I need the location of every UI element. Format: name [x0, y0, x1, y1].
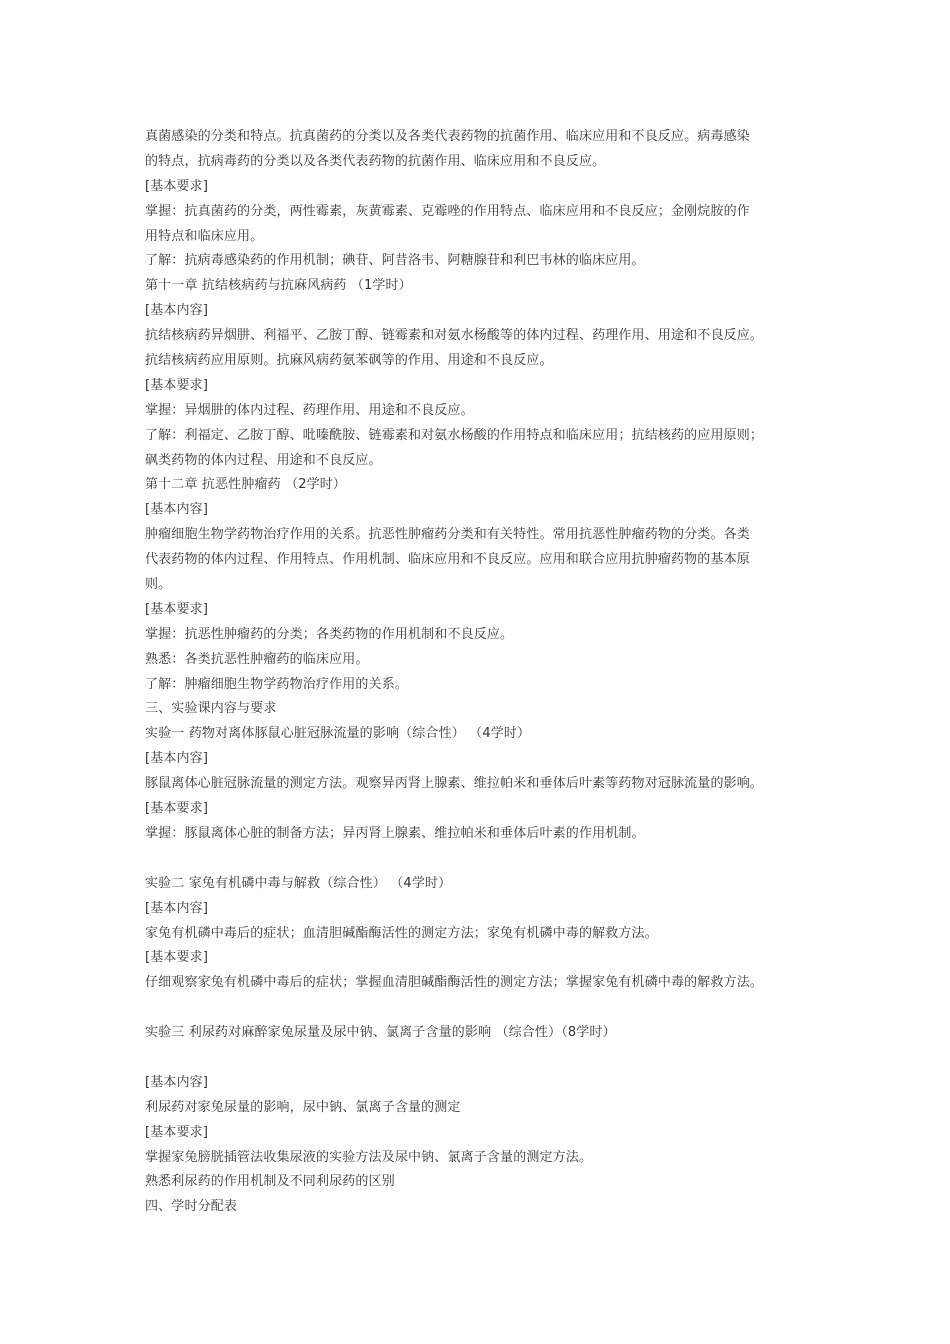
text-line: [基本要求] [145, 178, 209, 194]
text-line: 真菌感染的分类和特点。抗真菌药的分类以及各类代表药物的抗菌作用、临床应用和不良反应。病毒感染 [145, 129, 750, 144]
text-line: 掌握：豚鼠离体心脏的制备方法；异丙肾上腺素、维拉帕米和垂体后叶素的作用机制。 [145, 825, 645, 841]
text-line: 了解：抗病毒感染药的作用机制；碘苷、阿昔洛韦、阿糖腺苷和利巴韦林的临床应用。 [145, 253, 645, 269]
blank-line [145, 1046, 845, 1071]
text-line: 第十一章 抗结核病药与抗麻风病药 （1学时） [145, 278, 412, 294]
text-line: 的特点，抗病毒药的分类以及各类代表药物的抗菌作用、临床应用和不良反应。 [145, 153, 606, 169]
text-line: 实验三 利尿药对麻醉家兔尿量及尿中钠、氯离子含量的影响 （综合性）（8学时） [145, 1025, 616, 1041]
text-line: 家兔有机磷中毒后的症状；血清胆碱酯酶活性的测定方法；家兔有机磷中毒的解救方法。 [145, 925, 658, 941]
text-line: 了解：肿瘤细胞生物学药物治疗作用的关系。 [145, 676, 409, 692]
text-line: [基本内容] [145, 303, 209, 319]
text-line: [基本内容] [145, 502, 209, 518]
text-line: 肿瘤细胞生物学药物治疗作用的关系。抗恶性肿瘤药分类和有关特性。常用抗恶性肿瘤药物的分类。各类 [145, 527, 750, 543]
text-line: 抗结核病药应用原则。抗麻风病药氨苯砜等的作用、用途和不良反应。 [145, 353, 553, 369]
text-line: 仔细观察家兔有机磷中毒后的症状；掌握血清胆碱酯酶活性的测定方法；掌握家兔有机磷中毒的解救方法。 [145, 975, 764, 991]
text-line: [基本要求] [145, 950, 209, 966]
text-line: 利尿药对家兔尿量的影响，尿中钠、氯离子含量的测定 [145, 1099, 461, 1115]
text-line: 掌握：异烟肼的体内过程、药理作用、用途和不良反应。 [145, 402, 474, 418]
text-line: 用特点和临床应用。 [145, 228, 264, 244]
text-line: 实验一 药物对离体豚鼠心脏冠脉流量的影响（综合性） （4学时） [145, 726, 531, 742]
text-line: [基本要求] [145, 377, 209, 393]
text-line: [基本要求] [145, 1124, 209, 1140]
text-line: 掌握：抗真菌药的分类，两性霉素，灰黄霉素、克霉唑的作用特点、临床应用和不良反应；金刚烷胺的作 [145, 203, 750, 219]
text-line: 了解：利福定、乙胺丁醇、吡嗪酰胺、链霉素和对氨水杨酸的作用特点和临床应用；抗结核药的应用原则； [145, 427, 764, 443]
text-line: [基本内容] [145, 751, 209, 767]
blank-line [145, 847, 845, 872]
text-line: 抗结核病药异烟肼、利福平、乙胺丁醇、链霉素和对氨水杨酸等的体内过程、药理作用、用途和不良反应。 [145, 328, 764, 344]
text-line: [基本要求] [145, 601, 209, 617]
text-line: 熟悉利尿药的作用机制及不同利尿药的区别 [145, 1174, 395, 1190]
text-line: 掌握家兔膀胱插管法收集尿液的实验方法及尿中钠、氯离子含量的测定方法。 [145, 1149, 593, 1165]
text-line: 豚鼠离体心脏冠脉流量的测定方法。观察异丙肾上腺素、维拉帕米和垂体后叶素等药物对冠脉流量的影响。 [145, 776, 764, 792]
text-line: 则。 [145, 577, 172, 593]
text-line: 砜类药物的体内过程、用途和不良反应。 [145, 452, 382, 468]
text-line: [基本要求] [145, 801, 209, 817]
text-line: 代表药物的体内过程、作用特点、作用机制、临床应用和不良反应。应用和联合应用抗肿瘤药物的基本原 [145, 552, 750, 568]
text-line: 实验二 家兔有机磷中毒与解救（综合性） （4学时） [145, 875, 452, 891]
text-line: 掌握：抗恶性肿瘤药的分类；各类药物的作用机制和不良反应。 [145, 626, 514, 642]
text-line: 第十二章 抗恶性肿瘤药 （2学时） [145, 477, 347, 493]
text-line: 熟悉：各类抗恶性肿瘤药的临床应用。 [145, 651, 369, 667]
text-line: 四、学时分配表 [145, 1199, 238, 1215]
text-line: [基本内容] [145, 900, 209, 916]
blank-line [145, 996, 845, 1021]
document-body [145, 125, 845, 1220]
text-line: [基本内容] [145, 1074, 209, 1090]
text-line: 三、实验课内容与要求 [145, 701, 277, 717]
